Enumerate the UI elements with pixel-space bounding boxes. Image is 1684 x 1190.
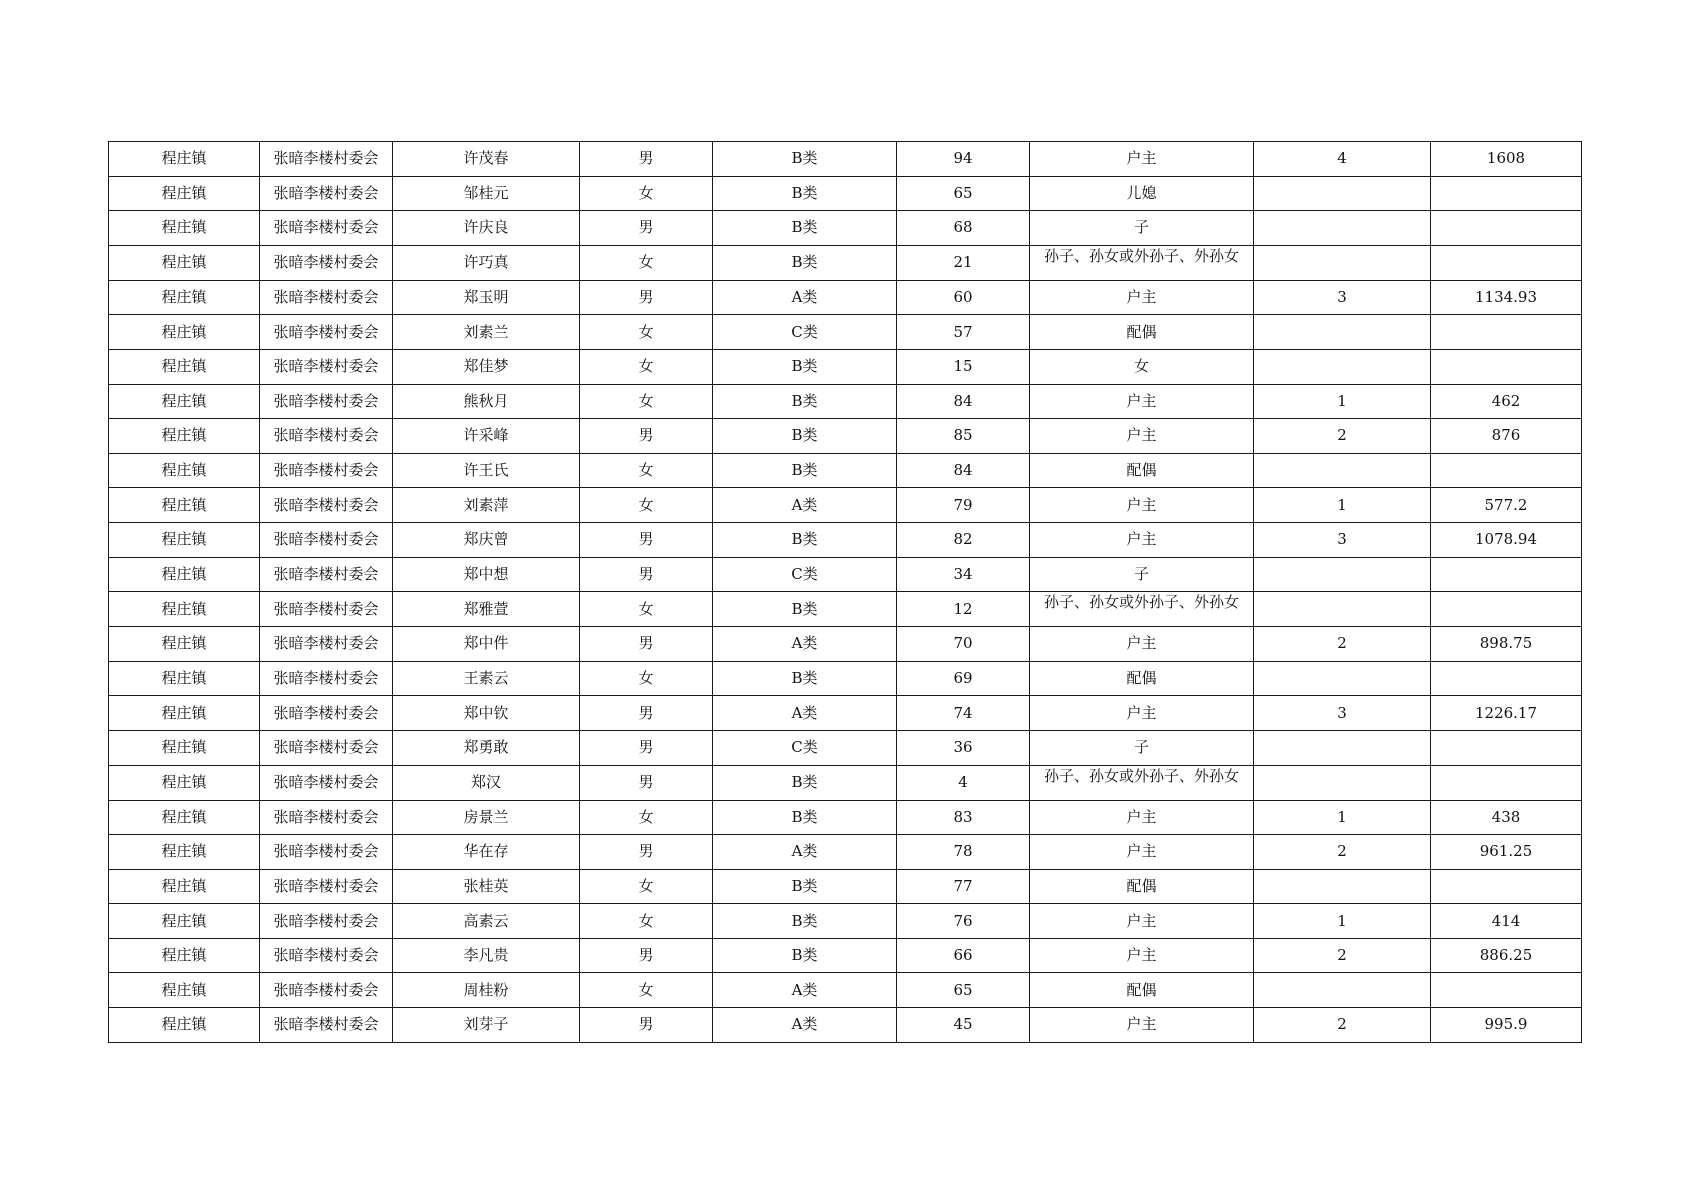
household-size-cell: [1254, 245, 1431, 280]
relation-cell: 户主: [1030, 904, 1254, 939]
town-cell: 程庄镇: [109, 280, 260, 315]
age-cell: 65: [897, 176, 1030, 211]
relation-cell: 户主: [1030, 835, 1254, 870]
category-cell: B类: [713, 522, 897, 557]
amount-cell: 1078.94: [1431, 522, 1582, 557]
age-cell: 21: [897, 245, 1030, 280]
household-size-cell: [1254, 557, 1431, 592]
category-cell: B类: [713, 349, 897, 384]
village-cell: 张暗李楼村委会: [260, 315, 393, 350]
name-cell: 华在存: [393, 835, 580, 870]
age-cell: 85: [897, 419, 1030, 454]
town-cell: 程庄镇: [109, 904, 260, 939]
gender-cell: 男: [580, 765, 713, 800]
age-cell: 45: [897, 1008, 1030, 1043]
village-cell: 张暗李楼村委会: [260, 696, 393, 731]
relation-cell: 户主: [1030, 280, 1254, 315]
village-cell: 张暗李楼村委会: [260, 419, 393, 454]
household-size-cell: [1254, 592, 1431, 627]
amount-cell: 414: [1431, 904, 1582, 939]
gender-cell: 男: [580, 280, 713, 315]
relation-cell: 户主: [1030, 522, 1254, 557]
table-row: [109, 315, 1582, 350]
village-cell: 张暗李楼村委会: [260, 280, 393, 315]
name-cell: 郑中钦: [393, 696, 580, 731]
category-cell: B类: [713, 592, 897, 627]
table-row: [109, 453, 1582, 488]
household-size-cell: [1254, 315, 1431, 350]
relation-cell: 户主: [1030, 800, 1254, 835]
age-cell: 4: [897, 765, 1030, 800]
table-row: [109, 488, 1582, 523]
household-size-cell: [1254, 973, 1431, 1008]
category-cell: B类: [713, 661, 897, 696]
amount-cell: 577.2: [1431, 488, 1582, 523]
relation-text: 孙子、孙女或外孙子、外孙女: [1043, 593, 1239, 612]
table-row: [109, 349, 1582, 384]
town-cell: 程庄镇: [109, 835, 260, 870]
table-row: [109, 938, 1582, 973]
name-cell: 郑中想: [393, 557, 580, 592]
category-cell: C类: [713, 557, 897, 592]
age-cell: 60: [897, 280, 1030, 315]
name-cell: 高素云: [393, 904, 580, 939]
village-cell: 张暗李楼村委会: [260, 765, 393, 800]
category-cell: B类: [713, 176, 897, 211]
table-row: [109, 176, 1582, 211]
age-cell: 84: [897, 453, 1030, 488]
table-row: [109, 384, 1582, 419]
gender-cell: 女: [580, 592, 713, 627]
table-row: [109, 627, 1582, 662]
amount-cell: [1431, 349, 1582, 384]
roster-table: [108, 141, 1582, 1043]
amount-cell: [1431, 765, 1582, 800]
town-cell: 程庄镇: [109, 592, 260, 627]
roster-table-body: [109, 142, 1582, 1043]
relation-cell: 户主: [1030, 938, 1254, 973]
age-cell: 77: [897, 869, 1030, 904]
name-cell: 熊秋月: [393, 384, 580, 419]
village-cell: 张暗李楼村委会: [260, 557, 393, 592]
age-cell: 12: [897, 592, 1030, 627]
name-cell: 郑玉明: [393, 280, 580, 315]
amount-cell: 438: [1431, 800, 1582, 835]
name-cell: 郑雅萱: [393, 592, 580, 627]
amount-cell: [1431, 661, 1582, 696]
age-cell: 69: [897, 661, 1030, 696]
name-cell: 张桂英: [393, 869, 580, 904]
village-cell: 张暗李楼村委会: [260, 592, 393, 627]
household-size-cell: 1: [1254, 384, 1431, 419]
category-cell: B类: [713, 384, 897, 419]
village-cell: 张暗李楼村委会: [260, 869, 393, 904]
relation-cell: [1030, 592, 1254, 627]
amount-cell: [1431, 453, 1582, 488]
amount-cell: 961.25: [1431, 835, 1582, 870]
village-cell: 张暗李楼村委会: [260, 904, 393, 939]
household-size-cell: 2: [1254, 627, 1431, 662]
household-size-cell: 3: [1254, 280, 1431, 315]
town-cell: 程庄镇: [109, 1008, 260, 1043]
age-cell: 94: [897, 142, 1030, 177]
amount-cell: 886.25: [1431, 938, 1582, 973]
amount-cell: [1431, 869, 1582, 904]
town-cell: 程庄镇: [109, 419, 260, 454]
category-cell: A类: [713, 696, 897, 731]
age-cell: 82: [897, 522, 1030, 557]
gender-cell: 男: [580, 696, 713, 731]
relation-cell: 配偶: [1030, 869, 1254, 904]
gender-cell: 女: [580, 453, 713, 488]
town-cell: 程庄镇: [109, 696, 260, 731]
village-cell: 张暗李楼村委会: [260, 384, 393, 419]
age-cell: 65: [897, 973, 1030, 1008]
amount-cell: 898.75: [1431, 627, 1582, 662]
relation-cell: 户主: [1030, 627, 1254, 662]
relation-text: 孙子、孙女或外孙子、外孙女: [1043, 246, 1239, 265]
relation-cell: 户主: [1030, 142, 1254, 177]
gender-cell: 女: [580, 800, 713, 835]
table-row: [109, 765, 1582, 800]
name-cell: 郑庆曾: [393, 522, 580, 557]
amount-cell: [1431, 245, 1582, 280]
village-cell: 张暗李楼村委会: [260, 176, 393, 211]
age-cell: 70: [897, 627, 1030, 662]
relation-cell: 配偶: [1030, 315, 1254, 350]
table-row: [109, 211, 1582, 246]
table-row: [109, 696, 1582, 731]
name-cell: 李凡贵: [393, 938, 580, 973]
relation-cell: 子: [1030, 211, 1254, 246]
village-cell: 张暗李楼村委会: [260, 730, 393, 765]
amount-cell: [1431, 315, 1582, 350]
name-cell: 许巧真: [393, 245, 580, 280]
category-cell: A类: [713, 627, 897, 662]
town-cell: 程庄镇: [109, 142, 260, 177]
gender-cell: 男: [580, 557, 713, 592]
category-cell: B类: [713, 938, 897, 973]
gender-cell: 男: [580, 1008, 713, 1043]
category-cell: C类: [713, 730, 897, 765]
relation-cell: [1030, 245, 1254, 280]
town-cell: 程庄镇: [109, 730, 260, 765]
name-cell: 房景兰: [393, 800, 580, 835]
town-cell: 程庄镇: [109, 522, 260, 557]
relation-cell: 户主: [1030, 1008, 1254, 1043]
household-size-cell: 2: [1254, 938, 1431, 973]
gender-cell: 女: [580, 488, 713, 523]
relation-cell: 户主: [1030, 384, 1254, 419]
gender-cell: 男: [580, 730, 713, 765]
gender-cell: 女: [580, 176, 713, 211]
category-cell: C类: [713, 315, 897, 350]
name-cell: 郑汉: [393, 765, 580, 800]
relation-cell: 户主: [1030, 488, 1254, 523]
town-cell: 程庄镇: [109, 800, 260, 835]
household-size-cell: [1254, 176, 1431, 211]
table-row: [109, 592, 1582, 627]
village-cell: 张暗李楼村委会: [260, 349, 393, 384]
gender-cell: 男: [580, 835, 713, 870]
gender-cell: 女: [580, 904, 713, 939]
category-cell: B类: [713, 245, 897, 280]
table-row: [109, 1008, 1582, 1043]
gender-cell: 女: [580, 384, 713, 419]
name-cell: 郑佳梦: [393, 349, 580, 384]
name-cell: 许王氏: [393, 453, 580, 488]
town-cell: 程庄镇: [109, 245, 260, 280]
amount-cell: [1431, 730, 1582, 765]
table-row: [109, 245, 1582, 280]
age-cell: 76: [897, 904, 1030, 939]
relation-cell: [1030, 765, 1254, 800]
village-cell: 张暗李楼村委会: [260, 522, 393, 557]
relation-cell: 配偶: [1030, 661, 1254, 696]
relation-cell: 子: [1030, 730, 1254, 765]
household-size-cell: [1254, 661, 1431, 696]
town-cell: 程庄镇: [109, 973, 260, 1008]
category-cell: B类: [713, 869, 897, 904]
town-cell: 程庄镇: [109, 938, 260, 973]
household-size-cell: 3: [1254, 522, 1431, 557]
household-size-cell: [1254, 869, 1431, 904]
name-cell: 刘素萍: [393, 488, 580, 523]
household-size-cell: 1: [1254, 488, 1431, 523]
town-cell: 程庄镇: [109, 211, 260, 246]
category-cell: B类: [713, 142, 897, 177]
name-cell: 郑中件: [393, 627, 580, 662]
relation-cell: 配偶: [1030, 453, 1254, 488]
town-cell: 程庄镇: [109, 453, 260, 488]
name-cell: 邹桂元: [393, 176, 580, 211]
category-cell: A类: [713, 835, 897, 870]
gender-cell: 女: [580, 869, 713, 904]
category-cell: A类: [713, 1008, 897, 1043]
town-cell: 程庄镇: [109, 176, 260, 211]
village-cell: 张暗李楼村委会: [260, 800, 393, 835]
household-size-cell: 2: [1254, 1008, 1431, 1043]
age-cell: 66: [897, 938, 1030, 973]
amount-cell: 876: [1431, 419, 1582, 454]
village-cell: 张暗李楼村委会: [260, 211, 393, 246]
household-size-cell: [1254, 211, 1431, 246]
age-cell: 78: [897, 835, 1030, 870]
amount-cell: 995.9: [1431, 1008, 1582, 1043]
household-size-cell: [1254, 730, 1431, 765]
category-cell: B类: [713, 453, 897, 488]
household-size-cell: 1: [1254, 800, 1431, 835]
village-cell: 张暗李楼村委会: [260, 938, 393, 973]
gender-cell: 男: [580, 419, 713, 454]
village-cell: 张暗李楼村委会: [260, 835, 393, 870]
category-cell: B类: [713, 765, 897, 800]
category-cell: A类: [713, 973, 897, 1008]
category-cell: A类: [713, 488, 897, 523]
age-cell: 57: [897, 315, 1030, 350]
name-cell: 刘芽子: [393, 1008, 580, 1043]
name-cell: 周桂粉: [393, 973, 580, 1008]
amount-cell: [1431, 592, 1582, 627]
gender-cell: 男: [580, 938, 713, 973]
gender-cell: 女: [580, 973, 713, 1008]
gender-cell: 女: [580, 245, 713, 280]
name-cell: 许茂春: [393, 142, 580, 177]
household-size-cell: [1254, 349, 1431, 384]
table-row: [109, 904, 1582, 939]
relation-cell: 儿媳: [1030, 176, 1254, 211]
age-cell: 83: [897, 800, 1030, 835]
town-cell: 程庄镇: [109, 661, 260, 696]
table-row: [109, 973, 1582, 1008]
table-row: [109, 522, 1582, 557]
amount-cell: 1226.17: [1431, 696, 1582, 731]
town-cell: 程庄镇: [109, 557, 260, 592]
category-cell: B类: [713, 211, 897, 246]
village-cell: 张暗李楼村委会: [260, 453, 393, 488]
table-row: [109, 800, 1582, 835]
table-row: [109, 280, 1582, 315]
gender-cell: 男: [580, 522, 713, 557]
age-cell: 84: [897, 384, 1030, 419]
age-cell: 34: [897, 557, 1030, 592]
amount-cell: 462: [1431, 384, 1582, 419]
category-cell: B类: [713, 800, 897, 835]
relation-cell: 户主: [1030, 419, 1254, 454]
gender-cell: 女: [580, 315, 713, 350]
village-cell: 张暗李楼村委会: [260, 142, 393, 177]
household-size-cell: [1254, 765, 1431, 800]
relation-cell: 户主: [1030, 696, 1254, 731]
household-size-cell: 2: [1254, 835, 1431, 870]
table-row: [109, 557, 1582, 592]
town-cell: 程庄镇: [109, 627, 260, 662]
relation-cell: 配偶: [1030, 973, 1254, 1008]
household-size-cell: 2: [1254, 419, 1431, 454]
gender-cell: 男: [580, 211, 713, 246]
town-cell: 程庄镇: [109, 349, 260, 384]
village-cell: 张暗李楼村委会: [260, 627, 393, 662]
category-cell: B类: [713, 419, 897, 454]
category-cell: B类: [713, 904, 897, 939]
gender-cell: 女: [580, 349, 713, 384]
household-size-cell: 1: [1254, 904, 1431, 939]
age-cell: 15: [897, 349, 1030, 384]
village-cell: 张暗李楼村委会: [260, 661, 393, 696]
amount-cell: [1431, 211, 1582, 246]
name-cell: 许采峰: [393, 419, 580, 454]
table-row: [109, 419, 1582, 454]
town-cell: 程庄镇: [109, 765, 260, 800]
category-cell: A类: [713, 280, 897, 315]
household-size-cell: 3: [1254, 696, 1431, 731]
amount-cell: [1431, 176, 1582, 211]
amount-cell: [1431, 973, 1582, 1008]
age-cell: 79: [897, 488, 1030, 523]
name-cell: 刘素兰: [393, 315, 580, 350]
household-size-cell: [1254, 453, 1431, 488]
village-cell: 张暗李楼村委会: [260, 1008, 393, 1043]
age-cell: 36: [897, 730, 1030, 765]
amount-cell: 1134.93: [1431, 280, 1582, 315]
gender-cell: 女: [580, 661, 713, 696]
amount-cell: 1608: [1431, 142, 1582, 177]
relation-cell: 子: [1030, 557, 1254, 592]
gender-cell: 男: [580, 627, 713, 662]
name-cell: 许庆良: [393, 211, 580, 246]
relation-text: 孙子、孙女或外孙子、外孙女: [1043, 766, 1239, 785]
age-cell: 74: [897, 696, 1030, 731]
age-cell: 68: [897, 211, 1030, 246]
table-row: [109, 835, 1582, 870]
town-cell: 程庄镇: [109, 315, 260, 350]
household-size-cell: 4: [1254, 142, 1431, 177]
table-row: [109, 730, 1582, 765]
gender-cell: 男: [580, 142, 713, 177]
table-row: [109, 661, 1582, 696]
relation-cell: 女: [1030, 349, 1254, 384]
town-cell: 程庄镇: [109, 488, 260, 523]
town-cell: 程庄镇: [109, 384, 260, 419]
name-cell: 郑勇敢: [393, 730, 580, 765]
amount-cell: [1431, 557, 1582, 592]
village-cell: 张暗李楼村委会: [260, 488, 393, 523]
village-cell: 张暗李楼村委会: [260, 973, 393, 1008]
table-row: [109, 869, 1582, 904]
name-cell: 王素云: [393, 661, 580, 696]
table-row: [109, 142, 1582, 177]
village-cell: 张暗李楼村委会: [260, 245, 393, 280]
town-cell: 程庄镇: [109, 869, 260, 904]
